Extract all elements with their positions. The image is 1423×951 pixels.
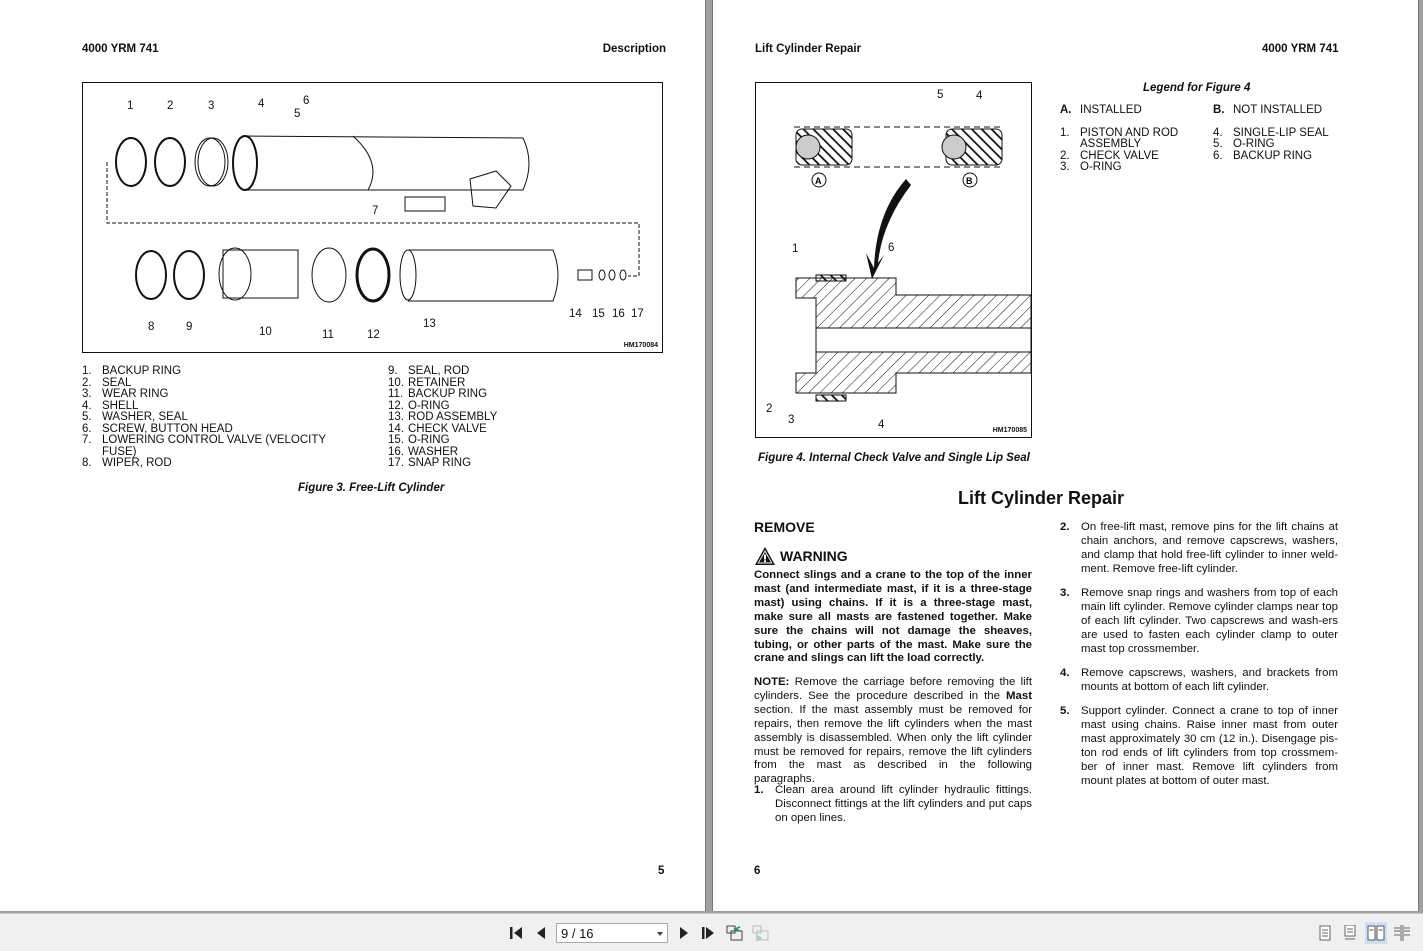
header-doc-number: 4000 YRM 741: [82, 43, 159, 55]
check-valve-diagram: [756, 83, 1031, 437]
part-num: 8.: [82, 457, 92, 469]
callout-13: 13: [423, 318, 436, 330]
step-text: Support cylinder. Connect a crane to top of inner mast using chains. Raise inner mast from outer mast approximately 30 cm (12 in.). Disengage pis-ton rod ends of lift cylinders from top crossmem-ber of inner mast. Remove lift cylinders from mount plates at bottom of outer mast.: [1081, 705, 1338, 787]
part-num: 16.: [388, 445, 404, 458]
two-page-continuous-view-button[interactable]: [1391, 922, 1413, 944]
first-page-icon: [509, 926, 525, 940]
legend-label: INSTALLED: [1080, 104, 1142, 116]
part-num: 2.: [82, 376, 92, 389]
step-number: 1.: [754, 784, 764, 796]
legend-label: ASSEMBLY: [1080, 138, 1142, 150]
figure-code: HM170084: [623, 342, 658, 349]
part-label: LOWERING CONTROL VALVE (VELOCITY: [102, 434, 327, 446]
parts-list-col1: [82, 366, 326, 470]
step-text: On free-lift mast, remove pins for the lift chains at chain anchors, and remove capscrews, washers, and clamp that hold free-lift cylinder to inner weld-ment. Remove free-lift cylinder.: [1081, 521, 1338, 575]
part-label: BACKUP RING: [408, 388, 488, 400]
callout-4: 4: [258, 98, 265, 110]
page-number-select[interactable]: [556, 923, 668, 943]
step-number: 5.: [1060, 705, 1070, 717]
callout-6: 6: [303, 95, 310, 107]
part-num: 6.: [82, 422, 92, 435]
part-label: SCREW, BUTTON HEAD: [102, 422, 233, 435]
continuous-view-button[interactable]: [1339, 922, 1361, 944]
part-label: O-RING: [408, 434, 450, 446]
legend-num: 5.: [1213, 138, 1223, 150]
callout-16: 16: [612, 308, 625, 320]
previous-view-button[interactable]: [725, 923, 745, 943]
callout-11: 11: [322, 329, 334, 341]
legend-num: 2.: [1060, 149, 1070, 162]
part-label: CHECK VALVE: [408, 422, 487, 435]
part-num: 7.: [82, 434, 92, 446]
part-label: WIPER, ROD: [102, 457, 172, 469]
part-num: 4.: [82, 399, 92, 412]
callout-8: 8: [148, 321, 155, 333]
callout-7: 7: [372, 205, 379, 217]
step-5: [1060, 705, 1338, 788]
callout-14: 14: [569, 308, 582, 320]
callout-12: 12: [367, 329, 380, 341]
legend-label: SINGLE-LIP SEAL: [1233, 126, 1329, 139]
previous-page-icon: [535, 926, 547, 940]
last-page-button[interactable]: [698, 923, 718, 943]
step-text: Remove capscrews, washers, and brackets from mounts at bottom of each lift cylinder.: [1081, 667, 1338, 693]
part-num: 10.: [388, 376, 404, 389]
callout-4-bottom: 4: [878, 419, 885, 431]
part-label: RETAINER: [408, 376, 466, 389]
part-label: WASHER: [408, 445, 459, 458]
step-4: [1060, 667, 1338, 695]
part-num: 9.: [388, 365, 398, 377]
note-text: section. If the mast assembly must be removed for repairs, then remove the lift cylinders when the mast assembly is disassembled. When only the lift cylinder must be removed for repairs, remove the lift cylinders from the mast as described in the following paragraphs.: [754, 703, 1032, 786]
part-num: 3.: [82, 388, 92, 400]
legend-num: 6.: [1213, 149, 1223, 162]
legend-num: B.: [1213, 104, 1225, 116]
part-num: 13.: [388, 411, 404, 423]
part-num: 5.: [82, 411, 92, 423]
callout-3: 3: [208, 100, 215, 112]
legend-label: O-RING: [1080, 161, 1122, 173]
callout-3: 3: [788, 414, 795, 426]
step-number: 2.: [1060, 521, 1070, 533]
callout-5: 5: [294, 108, 301, 120]
part-label: SEAL, ROD: [408, 365, 470, 377]
callout-15: 15: [592, 308, 605, 320]
two-page-continuous-icon: [1393, 925, 1411, 941]
callout-1: 1: [792, 243, 799, 255]
legend-label: O-RING: [1233, 138, 1275, 150]
section-title: Lift Cylinder Repair: [958, 488, 1125, 508]
previous-page-button[interactable]: [531, 923, 551, 943]
step-1: [754, 784, 1032, 826]
subsection-title: REMOVE: [754, 519, 815, 535]
legend-title: Legend for Figure 4: [1143, 82, 1251, 94]
part-num: 17.: [388, 457, 404, 469]
legend-col2: [1213, 105, 1329, 162]
legend-label: PISTON AND ROD: [1080, 126, 1179, 139]
figure-3-caption: Figure 3. Free-Lift Cylinder: [298, 482, 445, 494]
continuous-page-icon: [1343, 925, 1357, 941]
callout-9: 9: [186, 321, 193, 333]
chevron-down-icon: [657, 932, 663, 936]
part-label: FUSE): [102, 445, 137, 458]
step-text: Remove snap rings and washers from top of each main lift cylinder. Remove cylinder clamps near top of each lift cylinder. Two capscrews and wash-ers are used to fasten each cylinder clamp to outer mast top crossmember.: [1081, 587, 1338, 655]
step-number: 3.: [1060, 587, 1070, 599]
page-number: 6: [754, 865, 761, 877]
two-page-view-button[interactable]: [1365, 922, 1387, 944]
part-num: 12.: [388, 399, 404, 412]
page-number: 5: [658, 865, 665, 877]
figure-code: HM170085: [992, 427, 1027, 434]
callout-5: 5: [937, 89, 944, 101]
note-paragraph: [754, 676, 1032, 787]
callout-1: 1: [127, 100, 134, 112]
svg-text:A: A: [815, 176, 822, 186]
part-num: 1.: [82, 365, 92, 377]
note-mast-ref: Mast: [1006, 689, 1032, 702]
two-page-icon: [1367, 925, 1385, 941]
figure-3-exploded-view: [82, 82, 663, 353]
part-label: WEAR RING: [102, 388, 169, 400]
callout-4: 4: [976, 90, 983, 102]
part-label: BACKUP RING: [102, 365, 182, 377]
part-label: SNAP RING: [408, 457, 472, 469]
last-page-icon: [700, 926, 716, 940]
step-number: 4.: [1060, 667, 1070, 679]
part-label: SEAL: [102, 376, 132, 389]
part-label: SHELL: [102, 399, 139, 412]
warning-label: WARNING: [780, 548, 848, 564]
legend-num: A.: [1060, 104, 1072, 116]
page-indicator: 9 / 16: [561, 925, 594, 941]
figure-4-check-valve: [755, 82, 1032, 438]
warning-triangle-icon: [754, 546, 776, 566]
note-label: NOTE:: [754, 676, 790, 688]
part-label: O-RING: [408, 399, 450, 412]
part-num: 14.: [388, 422, 404, 435]
legend-num: 3.: [1060, 161, 1070, 173]
legend-num: 1.: [1060, 126, 1070, 139]
note-text: Remove the carriage before removing the lift cylinders. See the procedure described in the: [754, 676, 1032, 702]
parts-list-col2: [388, 366, 497, 470]
next-page-icon: [678, 926, 690, 940]
warning-heading: [754, 546, 848, 566]
header-doc-number: 4000 YRM 741: [1262, 43, 1339, 55]
next-view-button[interactable]: [751, 923, 771, 943]
step-3: [1060, 587, 1338, 657]
document-page-left: [0, 0, 706, 911]
legend-num: 4.: [1213, 126, 1223, 139]
next-view-icon: [752, 924, 770, 942]
step-text: Clean area around lift cylinder hydraulic fittings. Disconnect fittings at the lift cylinders and put caps on open lines.: [775, 784, 1032, 824]
legend-col1: [1060, 105, 1178, 174]
previous-view-icon: [726, 924, 744, 942]
step-2: [1060, 521, 1338, 577]
header-section: Description: [602, 43, 666, 55]
header-section: Lift Cylinder Repair: [755, 43, 862, 55]
single-page-icon: [1318, 925, 1332, 941]
svg-text:B: B: [966, 176, 973, 186]
first-page-button[interactable]: [507, 923, 527, 943]
legend-label: BACKUP RING: [1233, 149, 1313, 162]
figure-4-caption: Figure 4. Internal Check Valve and Single Lip Seal: [758, 452, 1030, 464]
single-page-view-button[interactable]: [1314, 922, 1336, 944]
part-label: WASHER, SEAL: [102, 411, 188, 423]
callout-17: 17: [631, 308, 644, 320]
legend-num: [1060, 139, 1080, 151]
callout-2: 2: [167, 100, 174, 112]
callout-6: 6: [888, 242, 895, 254]
callout-2: 2: [766, 403, 773, 415]
next-page-button[interactable]: [674, 923, 694, 943]
viewer-toolbar: [0, 913, 1423, 951]
warning-text: Connect slings and a crane to the top of the inner mast (and intermediate mast, if it is a three-stage mast) using chains. If it is a three-stage mast, make sure all masts are fastened together. Make sure the chains will not damage the sheaves, tubing, or other parts of the mast. Make sure the crane and slings can lift the load correctly.: [754, 569, 1032, 665]
part-label: ROD ASSEMBLY: [408, 411, 498, 423]
legend-label: CHECK VALVE: [1080, 149, 1159, 162]
legend-label: NOT INSTALLED: [1233, 104, 1323, 116]
part-num: 15.: [388, 434, 404, 446]
callout-10: 10: [259, 326, 272, 338]
part-num: 11.: [388, 388, 404, 400]
